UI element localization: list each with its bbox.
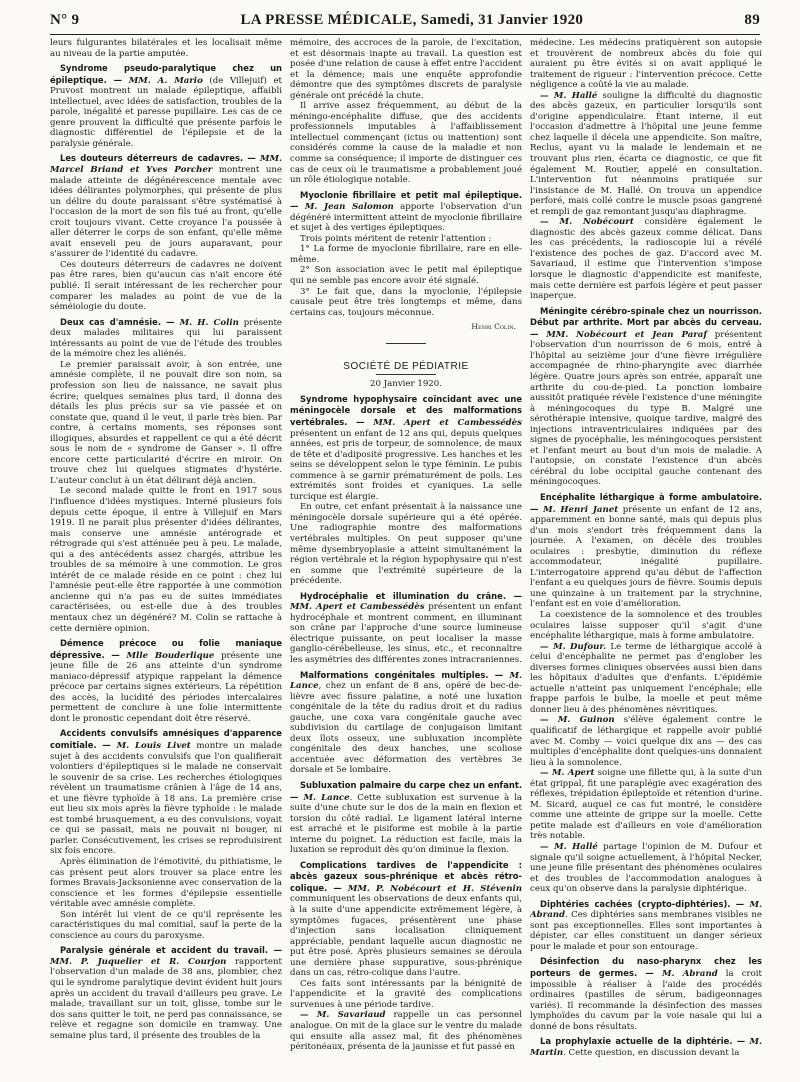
author-name: MM. P. Juquelier et R. Courjon [50,956,227,967]
paragraph [530,956,762,1032]
paragraph-text: Le second malade quitte le front en 1917 sous l'influence d'idées mystiques. Interné plusieurs fois depuis cette époque, il entre à Villejuif en Mars 1919. Il ne parait plus présenter d'idées délirantes, mais conserve une amnésie antérograde et rétrograde qui s'est atténuée peu à peu. Le malade, qui a des antécédents assez chargés, attribue les troubles de sa mémoire à une commotion. Le gros intérêt de ce malade réside en ce point : chez lui l'amnésie peut-elle être rapportée à une commotion ancienne qui n'a pas eu de suites immédiates caractérisées, ou est-elle due à des troubles mentaux chez un dégénéré? M. Colin se rattache à cette dernière opinion. [50,486,282,634]
author-name: M. Louis Livet [116,741,191,751]
paragraph-text: présentent un enfant hydrocéphale et montrent comment, en illuminant son crâne par l'approche d'une source lumineuse électrique puissante, on peut localiser la masse ganglio-cérébelleuse, les sinus, etc., et reconnaître les asymétries des différentes zones intracraniennes. [290,602,522,665]
author-name: — M. Hallé [540,90,598,101]
header-rule [50,34,760,35]
paragraph [530,38,762,91]
paragraph [530,842,762,895]
section-heading: Encéphalite léthargique à forme ambulatoire. — [530,491,762,514]
author-name: Mlle Bouderlique [126,650,215,661]
paragraph [290,502,522,586]
journal-name: LA PRESSE MÉDICALE, [240,12,417,28]
paragraph [530,1036,762,1058]
author-name: MM. Marcel Briand et Yves Porcher [50,154,282,176]
signature: Henri Colin. [471,322,516,332]
paragraph [290,670,522,776]
paragraph-text: présentent un enfant de 12 ans qui, depuis quelques années, est pris de torpeur, de somnolence, de maux de tête et d'adiposité progressive. Les hanches et les seins se développent selon le type féminin. Le pubis commence à se garnir prématurément de poils. Les extrémités sont froides et cyaniques. La selle turcique est élargie. [290,428,522,502]
author-name: M. Abrand [661,969,718,980]
paragraph [530,306,762,488]
issue-date: Samedi, 31 Janvier 1920 [420,12,584,28]
section-heading: Deux cas d'amnésie. — [60,316,180,327]
section-heading: Syndrome pseudo-paralytique chez un épileptique. — [50,63,282,85]
section-heading: Syndrome hypophysaire coïncidant avec une méningocèle dorsale et des malformations vertébrales. — [290,393,522,427]
paragraph-text: (de Villejuif) et Pruvost montrent un malade épileptique, affaibli intellectuel, avec idées de satisfaction, troubles de la parole, inégalité et paresse pupillaire. Les cas de ce genre prouvent la difficulté que présente parfois le diagnostic différentiel de l'épilepsie et de la paralysie générale. [50,75,282,149]
paragraph-text: apporte l'observation d'un dégénéré intermittent atteint de myoclonie fibrillaire et sujet à des vertiges épileptiques. [290,202,522,234]
author-name: M. Martin [530,1037,762,1058]
author-name: — M. Guinon [540,715,615,726]
paragraph-text: Le premier paraissait avoir, à son entrée, une amnésie complète, il ne pouvait dire son nom, sa profession son lieu de naissance, ne savait plus écrire; quelques semaines plus tard, il donna des détails les plus précis sur sa vie passée et on constate que, quand il le veut, il parle très bien. Par contre, à certains moments, ses réponses sont illogiques, absurdes et rappellent ce qui a été décrit sous le nom de « syndrome de Ganser ». Il offre encore cette particularité d'écrire en miroir. On trouve chez lui quelques stigmates d'hystérie. L'auteur conclut à un état délirant déjà ancien. [50,359,282,486]
author-name: MM. A. Mario [128,75,203,86]
section-heading: Diphtéries cachées (crypto-diphtéries). — [540,898,750,909]
society-date: 20 Janvier 1920. [370,379,442,390]
column-3 [530,38,762,1078]
column-2-bottom [290,394,522,1053]
paragraph-text: considère également le diagnostic des abcès gazeux comme délicat. Dans les cas précédents, la radioscopie lui a révélé l'existence des poches de gaz. D'accord avec M. Savariaud, il estime que l'intervention s'impose lorsque le diagnostic d'appendicite est manifeste, mais cette dernière est parfois légère et peut passer inaperçue. [530,217,762,302]
paragraph [290,265,522,286]
column-2 [290,38,522,1078]
author-name: MM. Apert et Cambessédès [373,417,522,428]
paragraph-text: La coexistence de la somnolence et des troubles oculaires laisse supposer qu'il s'agit d'une encéphalite léthargique, mais à forme ambulatoire. [530,609,762,642]
column-1 [50,38,282,1078]
paragraph [530,768,762,842]
paragraph [530,642,762,716]
author-name: MM. Nobécourt et Jean Paraf [546,329,708,340]
paragraph-text: montrent une malade atteinte de dégénérescence mentale avec idées délirantes polymorphes, qui présente de plus un délire du doute paraissant s'être systématisé à l'occasion de la mort de son fils tué au front, qu'elle croit toujours vivant. Cette croyance l'a poussée à aller déterrer le corps de son enfant, qu'elle même avait enseveli peu de jours auparavant, pour s'assurer de l'identité du cadavre. [50,165,282,260]
paragraph-text: Après élimination de l'émotivité, du pithiatisme, le cas présent peut alors trouver sa place entre les formes Bravais-Jacksonienne avec conservation de la conscience et les formes d'épilepsie essentielle véritable avec amnésie complète. [50,857,282,910]
journal-title [240,12,583,29]
paragraph-text: En outre, cet enfant présentait à la naissance une méningocèle dorsale supérieure qui a été opérée. Une radiographie montre des malformations vertébrales multiples. On peut supposer qu'une même dysembryoplasie a atteint simultanément la région vertébrale et la région hypophysaire qui n'est en somme que l'extrémité supérieure de la précédente. [290,502,522,587]
section-heading: Paralysie générale et accident du travail. — [60,945,282,956]
section-heading: Malformations congénitales multiples. — [300,669,510,680]
author-name: — M. Apert [540,768,595,779]
section-heading: Hydrocéphalie et illumination du crâne. — [300,590,522,601]
paragraph [50,38,282,59]
paragraph-text: Ces faits sont intéressants par la bénignité de l'appendicite et la gravité des complications survenues à une période tardive. [290,978,522,1010]
paragraph [290,979,522,1011]
paragraph-text: médecine. Les médecins pratiquèrent son autopsie et trouvèrent de nombreux abcès du foie qui auraient pu être évités si on avait appliqué le traitement de rigueur : l'intervention précoce. Cette négligence a coûté la vie au malade. [530,38,762,91]
paragraph-text: présente un enfant de 12 ans, apparemment en bonne santé, mais qui depuis plus d'un mois s'endort très fréquemment dans la journée. A l'examen, on décèle des troubles oculaires : presbytie, diminution du réflexe accommodateur, inégalité pupillaire. L'interrogatoire apprend qu'au début de l'affection l'enfant a eu quelques jours de fièvre. Soumis depuis une quinzaine à un traitement par la strychnine, l'enfant est en voie d'amélioration. [530,504,762,610]
paragraph-text: . Ces diphtéries sans membranes visibles ne sont pas exceptionnelles. Elles sont importantes à dépister, car elles constituent un danger sérieux pour le malade et pour son entourage. [530,910,762,952]
section-heading: Désinfection du naso-pharynx chez les porteurs de germes. — [530,956,762,979]
section-heading: La prophylaxie actuelle de la diphtérie. — [540,1036,750,1047]
paragraph [50,728,282,857]
paragraph [50,360,282,487]
paragraph [290,234,522,245]
section-heading: Méningite cérébro-spinale chez un nourrisson. Début par arthrite. Mort par abcès du cerveau. — [530,305,762,339]
paragraph-text: leurs fulgurantes bilatérales et les localisait même au niveau de la partie amputée. [50,38,282,59]
author-name: M. Henri Janet [543,504,619,515]
paragraph [290,38,522,101]
author-name: MM. Apert et Cambessédès [290,602,425,613]
paragraph-text: présente une jeune fille de 26 ans atteinte d'un syndrome maniaco-dépressif atypique rappelant la démence précoce par certains signes extérieurs. La répétition des accès, la lucidité des périodes intercalaires permettent de conclure à une folie intermittente dont le pronostic cependant doit être réservé. [50,650,282,724]
paragraph [290,190,522,234]
paragraph [530,899,762,953]
paragraph [290,101,522,185]
issue-number: N° 9 [50,12,80,28]
paragraph [50,260,282,313]
author-name: MM. P. Nobécourt et H. Stévenin [347,883,522,894]
society-title: SOCIÉTÉ DE PÉDIATRIE [343,360,469,372]
paragraph [530,715,762,768]
paragraph [50,638,282,724]
running-header [50,12,760,32]
author-name: — M. Savariaud [300,1010,386,1021]
paragraph-text: . Cette question, en discussion devant la [563,1047,740,1058]
paragraph [530,492,762,610]
paragraph-text: , chez un enfant de 8 ans, opéré de bec-de-lièvre avec fissure palatine, a noté une luxation congénitale de la tête du radius droit et du radius gauche, une coxa vara congénitale gauche avec subdivision du cartilage de conjugaison limitant deux îlots osseux, une subluxation incomplète congénitale des deux hanches, une scoliose accentuée avec déformation des vertèbres 3e dorsale et 5e lombaire. [290,681,522,776]
paragraph-text: soigne une fillette qui, à la suite d'un état grippal, fit une paraplégie avec exagération des réflexes, trépidation épileptoïde et rétention d'urine. M. Sicard, auquel ce cas fut montré, le considère comme une atteinte de grippe sur la moelle. Cette petite malade est d'ailleurs en voie d'amélioration très notable. [530,768,762,842]
paragraph-text: présente deux malades militaires qui lui paraissent intéressants au point de vue de l'étude des troubles de la mémoire chez les aliénés. [50,317,282,360]
paragraph [50,910,282,942]
society-rule [376,374,436,375]
paragraph-text: Trois points méritent de retenir l'attention : [300,233,492,244]
paragraph-text: s'élève également contre le qualificatif de léthargique et rappelle avoir publié avec M. Comby — voici quelque dix ans — des cas multiples d'encéphalite dont quelques-uns donnaient lieu à la somnolence. [530,715,762,768]
paragraph [290,394,522,502]
author-name: — M. Dufour. [540,641,607,652]
paragraph-text: partage l'opinion de M. Dufour et signale qu'il soigne actuellement, à l'hôpital Necker, une jeune fille présentant des phénomènes oculaires et des troubles de l'accommodation analogues à ceux qu'on observe dans la paralysie diphtérique. [530,842,762,895]
paragraph-text: rappelle un cas personnel analogue. On mit de la glace sur le ventre du malade qui ensuite alla assez mal, fit des phénomènes péritonéaux, présenta de la jaunisse et fut passé en [290,1010,522,1053]
author-name: M. H. Colin [179,317,239,328]
paragraph [290,591,522,666]
paragraph-text: montre un malade sujet à des accidents convulsifs que l'on qualifierait volontiers d'épileptiques si le malade ne conservait le souvenir de sa crise. Les recherches étiologiques révèlent un traumatisme crânien à l'âge de 14 ans, et une fièvre typhoïde à 18 ans. La première crise eut lieu six mois après la fièvre typhoïde : le malade est tombé brusquement, a eu des convulsions, voyait ce qui se passait, mais ne pouvait ni bouger, ni parler. Consécutivement, les crises se reproduisirent six fois encore. [50,741,282,857]
paragraph [290,244,522,265]
paragraph-text: 1° La forme de myoclonie fibrillaire, rare en elle-même. [290,244,522,265]
section-heading: Myoclonie fibrillaire et petit mal épileptique. — [290,189,522,212]
page-number: 89 [744,12,760,28]
separator-rule [386,343,426,344]
paragraph-text: Ces douteurs déterreurs de cadavres ne doivent pas être rares, bien qu'aucun cas n'ait encore été publié. Il serait intéressant de les rechercher pour comparer les malades au point de vue de la séméiologie du doute. [50,259,282,313]
paragraph-text: présentent l'observation d'un nourrisson de 6 mois, entré à l'hôpital au seizième jour d'une fièvre irrégulière accompagnée de rhino-pharyngite avec diarrhée légère. Quatre jours après son entrée, apparaît une arthrite du cou-de-pied. La ponction lombaire aussitôt pratiquée révèle l'existence d'une méningite à méningocoques du type B. Malgré une sérothérapie intensive, quoique tardive, malgré des injections intraventriculaires indiquées par des signes de pyocéphalie, les méningocoques persistent et l'enfant meurt au bout d'un mois de maladie. A l'autopsie, on constate l'existence d'un abcès cérébral du lobe occipital gauche contenant des méningocoques. [530,329,762,488]
paragraph [530,217,762,301]
paragraph-text: Son intérêt lui vient de ce qu'il représente les caractéristiques du mal comitial, sauf la perte de la conscience au cours du paroxysme. [50,909,282,941]
section-heading: Complications tardives de l'appendicite : abcès gazeux sous-phrénique et abcès rétro-colique. — [290,859,522,893]
author-name: — M. Nobécourt [540,217,634,228]
paragraph [50,857,282,910]
paragraph-text: communiquent les observations de deux enfants qui, à la suite d'une appendicite extrêmement légère, à symptômes fugaces, présentèrent une phase d'injection sans localisation cliniquement appréciable, pendant laquelle aucun diagnostic ne put être posé. Après plusieurs semaines se déroula une dernière phase suppurative, sous-phrénique dans un cas, rétro-colique dans l'autre. [290,894,522,979]
paragraph-text: 3° Le fait que, dans la myoclonie, l'épilepsie causale peut être très longtemps et même, dans certains cas, toujours méconnue. [290,286,522,318]
section-heading: Les douteurs déterreurs de cadavres. — [60,153,260,164]
section-heading: Subluxation palmaire du carpe chez un enfant. — [290,780,522,802]
paragraph-text: souligne la difficulté du diagnostic des abcès gazeux, en particulier lorsqu'ils sont d'origine appendiculaire. Étant interne, il eut l'occasion d'admettre à l'hôpital une jeune femme chez laquelle il décela une appendicite. Son maître, Reclus, ayant vu la malade le lendemain et ne trouvant plus rien, écarta ce diagnostic, ce que fit également M. Routier, appelé en consultation. L'intervention fut néanmoins pratiquée sur l'insistance de M. Hallé. On trouva un appendice perforé, mais collé contre le muscle psoas gangrené et rempli de gaz remontant jusqu'au diaphragme. [530,90,762,217]
paragraph-text: la croit impossible à réaliser à l'aide des procédés ordinaires (pastilles de sérum, badigeonnages variés). Il recommande la désinfection des masses lymphoïdes du cavum par la voie nasale qui lui a donné de bons résultats. [530,969,762,1032]
paragraph-text: Le terme de léthargique accolé à celui d'encéphalite ne permet pas d'englober les diverses formes cliniques observées aussi bien dans les hôpitaux d'adultes que d'enfants. L'épidémie actuelle n'atteint pas uniquement l'encéphale; elle frappe parfois le bulbe, la moelle et peut même donner lieu à des phénomènes névritiques. [530,641,762,715]
paragraph [290,1010,522,1052]
paragraph [50,153,282,259]
paragraph [50,63,282,149]
paragraph [530,91,762,218]
section-heading: Accidents convulsifs amnésiques d'apparence comitiale. — [50,728,282,750]
author-name: M. Lance [303,792,350,803]
paragraph [290,860,522,979]
paragraph [530,610,762,642]
paragraph-text: mémoire, des accroces de la parole, de l'excitation, et est désormais inapte au travail. La question est posée d'une relation de cause à effet entre l'accident et la démence; mais une enquête approfondie démontre que des symptômes discrets de paralysie générale ont précédé la chute. [290,38,522,101]
paragraph [50,486,282,634]
author-name: M. Abrand [530,899,762,921]
author-name: M. Lance [290,670,522,692]
author-name: — M. Hallé [540,842,598,853]
column-2-top [290,38,522,318]
section-heading: Démence précoce ou folie maniaque dépressive. — [50,638,282,660]
paragraph-text: . Cette subluxation est survenue à la suite d'une chute sur le dos de la main en flexion et torsion du côté radial. Le ligament latéral interne est arraché et le pisiforme est mobile à la partie interne du poignet. La réduction est facile, mais la luxation se reproduit dès qu'on diminue la flexion. [290,792,522,856]
paragraph-text: 2° Son association avec le petit mal épileptique qui ne semble pas encore avoir été signalé. [290,265,522,287]
text-columns [50,38,762,1078]
author-name: M. Jean Salomon [304,202,394,213]
paragraph [290,287,522,319]
paragraph-text: Il arrive assez fréquemment, au début de la méningo-encéphalite diffuse, que des accidents professionnels imputables à l'affaiblissement intellectuel commençant (ictus ou inattention) sont considérés comme la cause de la maladie et non comme sa conséquence; il importe de distinguer ces cas de ceux où le traumatisme a probablement joué un rôle étiologique notable. [290,101,522,186]
society-heading [290,362,522,390]
paragraph [50,945,282,1041]
paragraph [50,317,282,360]
paragraph [290,780,522,856]
paragraph-text: rapportent l'observation d'un malade de 38 ans, plombier, chez qui le syndrome paralytique devint évident huit jours après un accident du travail d'ailleurs peu grave. Le malade, travaillant sur un toit, glisse, tombe sur le dos sans quitter le toit, ne perd pas connaissance, se relève et regagne son domicile en tramway. Une semaine plus tard, il présente des troubles de la [50,956,282,1041]
